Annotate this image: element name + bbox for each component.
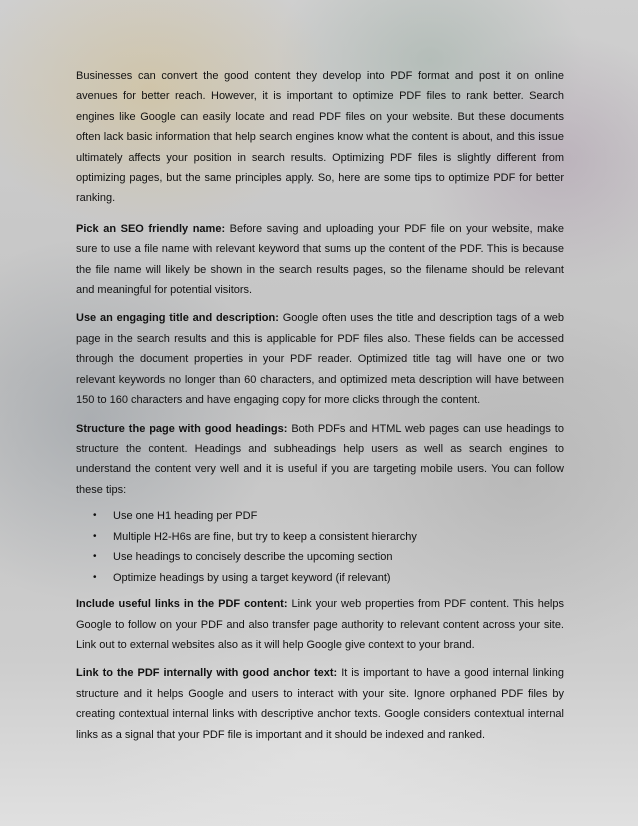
section-headings xyxy=(76,419,564,501)
bullet-icon: • xyxy=(93,530,97,542)
list-item xyxy=(76,527,564,548)
section-body: Both PDFs and HTML web pages can use headings to structure the content. Headings and subheadings help users as well as search engines to understand the content very well and it is useful if you are targeting mobile users. You can follow these tips: xyxy=(76,422,564,496)
bullet-icon: • xyxy=(93,571,97,583)
list-item-text: Use one H1 heading per PDF xyxy=(113,510,258,523)
section-heading: Structure the page with good headings: xyxy=(76,422,288,435)
list-item xyxy=(76,547,564,568)
section-heading: Include useful links in the PDF content: xyxy=(76,598,288,611)
list-item-text: Use headings to concisely describe the upcoming section xyxy=(113,551,393,564)
section-heading: Pick an SEO friendly name: xyxy=(76,222,226,235)
intro-paragraph: Businesses can convert the good content they develop into PDF format and post it on online avenues for better reach. However, it is important to optimize PDF files to rank better. Search engines like Google can easily locate and read PDF files on your website. But these documents often lack basic information that help search engines know what the content is about, and this issue ultimately affects your position in search results. Optimizing PDF files is slightly different from optimizing pages, but the same principles apply. So, here are some tips to optimize PDF for better ranking. xyxy=(76,70,564,205)
section-heading: Use an engaging title and description: xyxy=(76,312,279,325)
bullet-icon: • xyxy=(93,551,97,563)
section-body: It is important to have a good internal linking structure and it helps Google and users to interact with your site. Ignore orphaned PDF files by creating contextual internal links with descriptive anchor texts. Google considers contextual internal links as a signal that your PDF file is important and it should be indexed and ranked. xyxy=(76,667,564,741)
list-item xyxy=(76,568,564,589)
tips-list xyxy=(76,506,564,588)
bullet-icon: • xyxy=(93,510,97,522)
list-item-text: Optimize headings by using a target keyword (if relevant) xyxy=(113,571,391,584)
section-title-description xyxy=(76,308,564,410)
section-body: Link your web properties from PDF content. This helps Google to follow on your PDF and also transfer page authority to relevant content across your site. Link out to external websites also as it will help Google give context to your brand. xyxy=(76,598,564,651)
document-page xyxy=(76,66,564,753)
section-internal-links xyxy=(76,663,564,745)
section-body: Google often uses the title and description tags of a web page in the search results and this is applicable for PDF files also. These fields can be accessed through the document properties in your PDF reader. Optimized title tag will have one or two relevant keywords no longer than 60 characters, and optimized meta description will have between 150 to 160 characters and have engaging copy for more clicks through the content. xyxy=(76,312,564,407)
list-item-text: Multiple H2-H6s are fine, but try to keep a consistent hierarchy xyxy=(113,530,417,543)
section-useful-links xyxy=(76,594,564,655)
section-heading: Link to the PDF internally with good anchor text: xyxy=(76,667,338,680)
section-body: Before saving and uploading your PDF file on your website, make sure to use a file name with relevant keyword that sums up the content of the PDF. This is because the file name will likely be shown in the search results pages, so the filename should be relevant and meaningful for potential visitors. xyxy=(76,222,564,297)
section-seo-name xyxy=(76,219,564,301)
list-item xyxy=(76,506,564,527)
